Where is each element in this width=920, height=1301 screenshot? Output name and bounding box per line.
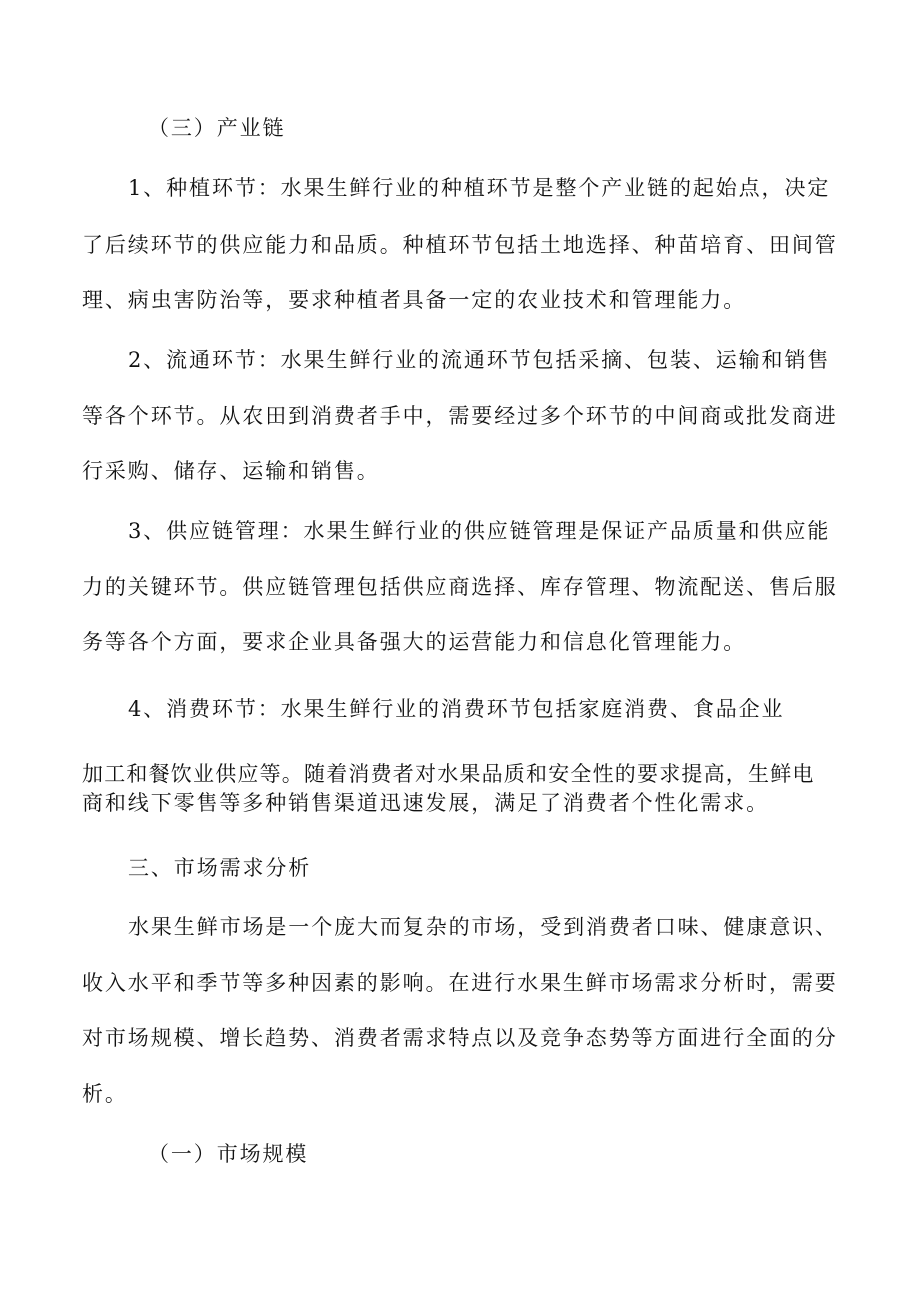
section-heading-market-demand: 三、市场需求分析 bbox=[128, 856, 312, 880]
paragraph-demand-line-2: 收入水平和季节等多种因素的影响。在进行水果生鲜市场需求分析时，需要 bbox=[82, 971, 838, 995]
paragraph-planting-line-3: 理、病虫害防治等，要求种植者具备一定的农业技术和管理能力。 bbox=[82, 288, 747, 312]
paragraph-demand-line-3: 对市场规模、增长趋势、消费者需求特点以及竞争态势等方面进行全面的分 bbox=[82, 1026, 838, 1050]
paragraph-supply-chain-line-3: 务等各个方面，要求企业具备强大的运营能力和信息化管理能力。 bbox=[82, 630, 747, 654]
paragraph-consumption-line-2: 加工和餐饮业供应等。随着消费者对水果品质和安全性的要求提高，生鲜电 bbox=[82, 762, 815, 786]
paragraph-planting-line-2: 了后续环节的供应能力和品质。种植环节包括土地选择、种苗培育、田间管 bbox=[82, 233, 838, 257]
paragraph-circulation-line-3: 行采购、储存、运输和销售。 bbox=[82, 459, 380, 483]
paragraph-consumption-line-1: 4、消费环节：水果生鲜行业的消费环节包括家庭消费、食品企业 bbox=[128, 697, 785, 721]
paragraph-supply-chain-line-1: 3、供应链管理：水果生鲜行业的供应链管理是保证产品质量和供应能 bbox=[128, 519, 831, 543]
paragraph-consumption-line-3: 商和线下零售等多种销售渠道迅速发展，满足了消费者个性化需求。 bbox=[82, 791, 769, 815]
paragraph-circulation-line-2: 等各个环节。从农田到消费者手中，需要经过多个环节的中间商或批发商进 bbox=[82, 404, 838, 428]
paragraph-supply-chain-line-2: 力的关键环节。供应链管理包括供应商选择、库存管理、物流配送、售后服 bbox=[82, 575, 838, 599]
section-heading-industry-chain: （三）产业链 bbox=[148, 116, 286, 140]
paragraph-circulation-line-1: 2、流通环节：水果生鲜行业的流通环节包括采摘、包装、运输和销售 bbox=[128, 348, 831, 372]
section-heading-market-size: （一）市场规模 bbox=[148, 1142, 309, 1166]
paragraph-planting-line-1: 1、种植环节：水果生鲜行业的种植环节是整个产业链的起始点，决定 bbox=[128, 176, 831, 200]
paragraph-demand-line-1: 水果生鲜市场是一个庞大而复杂的市场，受到消费者口味、健康意识、 bbox=[128, 915, 838, 939]
paragraph-demand-line-4: 析。 bbox=[82, 1082, 128, 1106]
